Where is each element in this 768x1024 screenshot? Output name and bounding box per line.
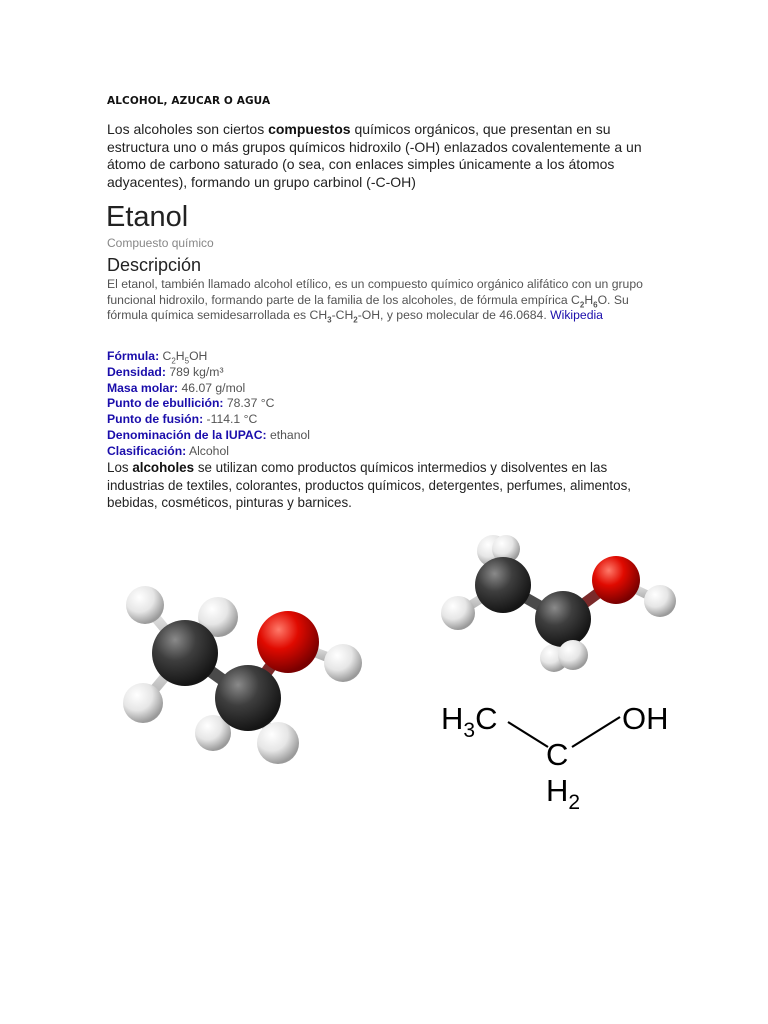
usage-text-before: Los xyxy=(107,460,133,475)
fact-melting-point xyxy=(107,412,652,428)
fact-label[interactable]: Punto de ebullición: xyxy=(107,396,224,411)
ethanol-3d-model-small xyxy=(438,533,678,673)
fact-label[interactable]: Densidad: xyxy=(107,364,166,379)
intro-bold-term: compuestos xyxy=(268,121,351,137)
panel-title: Etanol xyxy=(106,201,189,233)
carbon-atom xyxy=(535,591,591,647)
fact-value: ethanol xyxy=(269,427,310,442)
fact-value: Alcohol xyxy=(188,443,229,458)
oxygen-atom xyxy=(592,556,640,604)
fact-molar-mass xyxy=(107,381,652,397)
oxygen-atom xyxy=(257,611,319,673)
formula-right-group: OH xyxy=(622,701,669,736)
fact-formula xyxy=(107,349,652,365)
formula-center-atom: C xyxy=(546,737,569,772)
hydrogen-atom xyxy=(644,585,676,617)
subscript: 2 xyxy=(171,356,176,366)
carbon-atom xyxy=(215,665,281,731)
carbon-atom xyxy=(475,557,531,613)
fact-value: 78.37 °C xyxy=(226,396,275,411)
formula-part: H xyxy=(175,349,185,363)
hydrogen-atom xyxy=(126,586,164,624)
description-text xyxy=(107,277,652,324)
hydrogen-atom xyxy=(123,683,163,723)
description-part: H xyxy=(584,292,594,307)
subscript: 3 xyxy=(327,315,332,325)
hydrogen-atom xyxy=(441,596,475,630)
intro-text-after: químicos orgánicos, que presentan en su estructura uno o más grupos químicos hidroxilo (-OH) enlazados covalentemente a un átomo de carbono saturado (o sea, con enlaces simples únicamente a los átomos adyacentes), formando un grupo carbinol (-C-OH) xyxy=(107,121,642,190)
fact-label[interactable]: Masa molar: xyxy=(107,380,179,395)
ethanol-structural-formula xyxy=(438,695,683,815)
formula-part: OH xyxy=(189,349,208,363)
description-heading: Descripción xyxy=(107,255,202,275)
carbon-atom xyxy=(152,620,218,686)
page-heading: ALCOHOL, AZUCAR O AGUA xyxy=(107,95,271,107)
ethanol-3d-model-large xyxy=(110,585,370,765)
hydrogen-atom xyxy=(257,722,299,764)
formula-bottom-group: $H_2$ xyxy=(546,773,581,814)
usage-text-after: se utilizan como productos químicos intermedios y disolventes en las industrias de textiles, colorantes, productos químicos, detergentes, perfumes, alimentos, bebidas, cosméticos, pinturas y barnices. xyxy=(107,460,631,510)
facts-list xyxy=(107,349,652,460)
fact-label[interactable]: Denominación de la IUPAC: xyxy=(107,427,267,442)
usage-paragraph xyxy=(107,459,652,512)
subscript: 2 xyxy=(353,315,358,325)
formula-bond xyxy=(508,722,548,747)
hydrogen-atom xyxy=(324,644,362,682)
intro-paragraph xyxy=(107,121,647,191)
fact-label[interactable]: Clasificación: xyxy=(107,443,187,458)
fact-label[interactable]: Punto de fusión: xyxy=(107,412,204,427)
subscript: 2 xyxy=(579,300,585,310)
description-part: -OH, y peso molecular de 46.0684. xyxy=(357,308,551,323)
usage-bold-term: alcoholes xyxy=(132,460,195,475)
subscript: 6 xyxy=(593,300,598,310)
fact-value: 789 kg/m³ xyxy=(169,364,224,379)
description-part: -CH xyxy=(331,308,354,323)
formula-part: C xyxy=(162,349,172,363)
fact-label[interactable]: Fórmula: xyxy=(107,349,160,363)
intro-text-before: Los alcoholes son ciertos xyxy=(107,121,269,137)
wikipedia-link[interactable]: Wikipedia xyxy=(550,308,603,323)
fact-density xyxy=(107,365,652,381)
fact-boiling-point xyxy=(107,396,652,412)
fact-iupac-name xyxy=(107,428,652,444)
subscript: 5 xyxy=(184,356,190,366)
fact-classification xyxy=(107,444,652,460)
hydrogen-atom xyxy=(558,640,588,670)
panel-subtitle: Compuesto químico xyxy=(107,236,214,250)
fact-value: 46.07 g/mol xyxy=(181,380,246,395)
formula-left-group: $H_3C$ xyxy=(441,701,498,742)
description-part: El etanol, también llamado alcohol etílico, es un compuesto químico orgánico alifático con un grupo funcional hidroxilo, formando parte de la familia de los alcoholes, de fórmula empírica C xyxy=(107,277,643,307)
description-part: O. Su fórmula química semidesarrollada es CH xyxy=(107,292,629,323)
fact-value xyxy=(162,349,208,366)
fact-value: -114.1 °C xyxy=(206,412,258,427)
formula-bond xyxy=(572,717,620,747)
